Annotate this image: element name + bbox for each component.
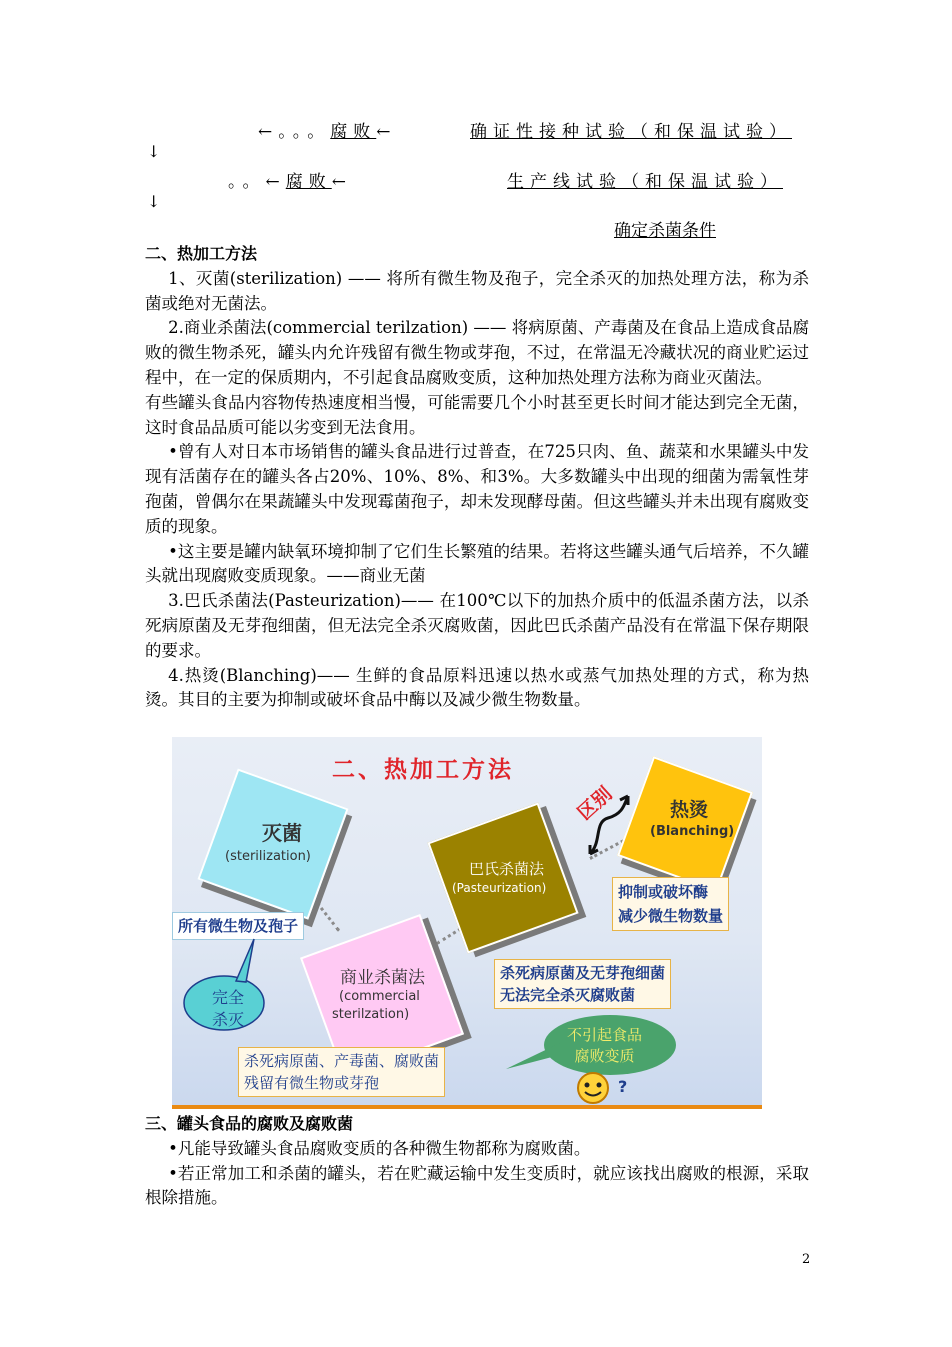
note-pasteur-line-2: 无法完全杀灭腐败菌 xyxy=(500,986,636,1004)
commercial-en-label-1: (commercial xyxy=(339,989,420,1004)
section-2 xyxy=(145,242,809,713)
note-blanching-line-2: 减少微生物数量 xyxy=(618,907,724,925)
slide-bottom-bar xyxy=(172,1105,762,1109)
blanching-en-label: (Blanching) xyxy=(650,824,735,839)
pasteur-en-label: (Pasteurization) xyxy=(452,881,547,895)
section-3 xyxy=(145,1112,809,1211)
no-spoil-text xyxy=(567,1025,642,1067)
slide-figure xyxy=(172,737,762,1109)
kill-all-line-2: 杀灭 xyxy=(212,1010,245,1029)
para-survey: •曾有人对日本市场销售的罐头食品进行过普查，在725只肉、鱼、蔬菜和水果罐头中发现有活菌存在的罐头各占20%、10%、8%、和3%。大多数罐头中出现的细菌为需氧性芽孢菌，曾偶尔在果蔬罐头中发现霉菌孢子，却未发现酵母菌。但这些罐头并未出现有腐败变质的现象。 xyxy=(145,442,809,536)
note-pasteur-line-1: 杀死病原菌及无芽孢细菌 xyxy=(500,964,666,982)
para-anaerobic: •这主要是罐内缺氧环境抑制了它们生长繁殖的结果。若将这些罐头通气后培养，不久罐头就出现腐败变质现象。——商业无菌 xyxy=(145,541,809,586)
flow-down-arrow-1: ↓ xyxy=(147,142,161,161)
question-mark: ? xyxy=(618,1077,628,1096)
pasteur-label: 巴氏杀菌法 xyxy=(469,860,545,878)
blanching-label: 热烫 xyxy=(670,799,709,821)
no-spoil-line-2: 腐败变质 xyxy=(574,1047,635,1065)
difference-label: 区别 xyxy=(573,782,617,825)
note-commercial-line-1: 杀死病原菌、产毒菌、腐败菌 xyxy=(244,1052,440,1070)
flow-line2-spoil: 腐败 xyxy=(285,172,332,192)
note-all-microbes-text: 所有微生物及孢子 xyxy=(178,917,299,935)
para-slow-heat: 有些罐头食品内容物传热速度相当慢，可能需要几个小时甚至更长时间才能达到完全无菌，这时食品品质可能以劣变到无法食用。 xyxy=(145,392,809,437)
flow-line1-left: ←。。。 xyxy=(258,122,331,142)
section-2-heading: 二、热加工方法 xyxy=(145,244,258,263)
note-commercial xyxy=(238,1047,445,1097)
commercial-label: 商业杀菌法 xyxy=(340,968,425,988)
flow-line1-spoil: 腐败 xyxy=(330,122,377,142)
smiley-face-icon xyxy=(576,1071,610,1105)
section-3-heading: 三、罐头食品的腐败及腐败菌 xyxy=(145,1114,354,1133)
note-commercial-line-2: 残留有微生物或芽孢 xyxy=(244,1074,380,1092)
note-blanching xyxy=(612,877,729,931)
para-sterilization: 1、灭菌(sterilization) —— 将所有微生物及孢子，完全杀灭的加热处理方法，称为杀菌或绝对无菌法。 xyxy=(145,268,809,313)
note-blanching-line-1: 抑制或破坏酶 xyxy=(618,883,709,901)
note-all-microbes xyxy=(172,912,304,940)
kill-all-line-1: 完全 xyxy=(212,988,245,1007)
sterilization-label: 灭菌 xyxy=(262,821,302,845)
para-pasteurization: 3.巴氏杀菌法(Pasteurization)—— 在100℃以下的加热介质中的低温杀菌方法，以杀死病原菌及无芽孢细菌，但无法完全杀灭腐败菌，因此巴氏杀菌产品没有在常温下保存期限的要求。 xyxy=(145,591,809,660)
para-blanching: 4.热烫(Blanching)—— 生鲜的食品原料迅速以热水或蒸气加热处理的方式，称为热烫。其目的主要为抑制或破坏食品中酶以及减少微生物数量。 xyxy=(145,665,809,710)
kill-all-text xyxy=(212,987,244,1031)
note-pasteur xyxy=(494,959,671,1009)
double-arrow-icon xyxy=(584,792,634,862)
para-spoilage-bacteria: •凡能导致罐头食品腐败变质的各种微生物都称为腐败菌。 xyxy=(168,1138,591,1158)
flow-line2-arrow: ← xyxy=(331,172,352,192)
para-commercial: 2.商业杀菌法(commercial terilzation) —— 将病原菌、产毒菌及在食品上造成食品腐败的微生物杀死，罐头内允许残留有微生物或芽孢，不过，在常温无冷藏状况的商业贮运过程中，在一定的保质期内，不引起食品腐败变质，这种加热处理方法称为商业灭菌法。 xyxy=(145,318,809,387)
page-number: 2 xyxy=(802,1252,811,1267)
flow-down-arrow-2: ↓ xyxy=(147,192,161,211)
flow-line1-right: 确证性接种试验（和保温试验） xyxy=(470,122,792,142)
flow-line1-arrow: ← xyxy=(376,122,397,142)
sterilization-en-label: (sterilization) xyxy=(225,849,311,864)
flow-line2-left: 。。← xyxy=(228,172,286,192)
flow-line3: 确定杀菌条件 xyxy=(614,221,716,241)
flow-line2-right: 生产线试验（和保温试验） xyxy=(507,172,783,192)
slide-title: 二、热加工方法 xyxy=(332,756,514,783)
para-find-root-cause: •若正常加工和杀菌的罐头，若在贮藏运输中发生变质时，就应该找出腐败的根源，采取根除措施。 xyxy=(145,1163,809,1208)
commercial-en-label-2: sterilzation) xyxy=(332,1007,410,1022)
no-spoil-line-1: 不引起食品 xyxy=(567,1026,643,1044)
